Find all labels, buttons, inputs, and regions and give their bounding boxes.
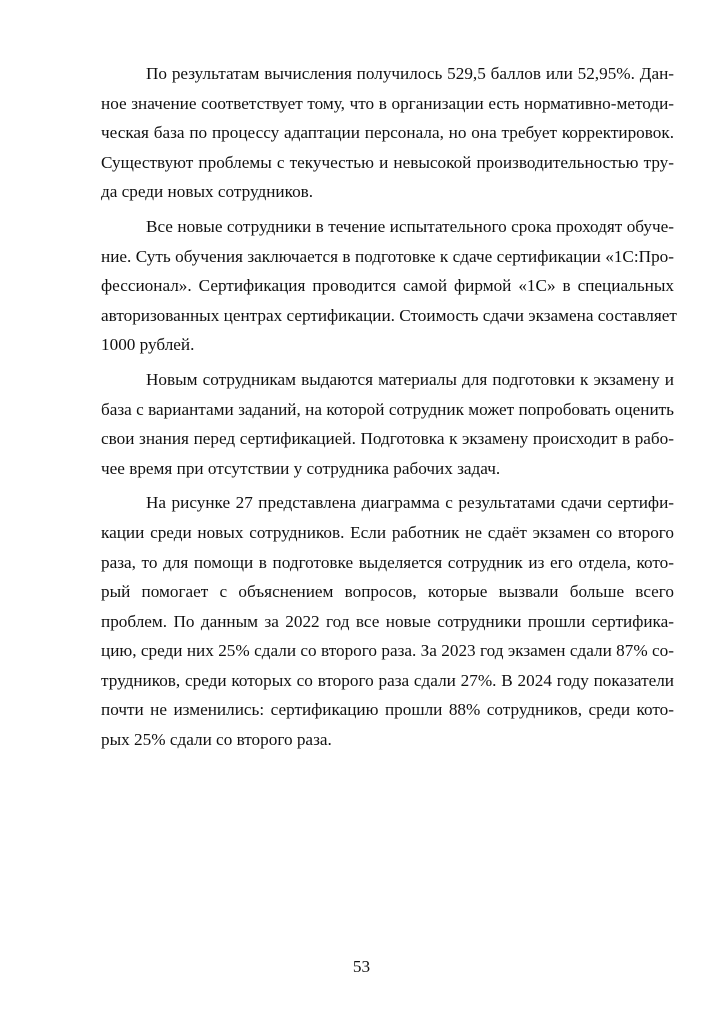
- paragraph-line: трудников, среди которых со второго раза сдали 27%. В 2024 году показатели: [101, 670, 674, 690]
- paragraph-1: [101, 59, 674, 207]
- paragraph-line: да среди новых сотрудников.: [101, 182, 314, 202]
- paragraph-3: [101, 365, 674, 483]
- paragraph-line: раза, то для помощи в подготовке выделяется сотрудник из его отдела, кото-: [101, 552, 674, 572]
- body-text: [101, 59, 677, 755]
- page-number: 53: [352, 957, 371, 976]
- paragraph-2: [101, 212, 677, 360]
- paragraph-line: ное значение соответствует тому, что в организации есть нормативно-методи-: [101, 93, 674, 113]
- paragraph-line: ние. Суть обучения заключается в подготовке к сдаче сертификации «1С:Про-: [101, 246, 674, 266]
- paragraph-line: кации среди новых сотрудников. Если работник не сдаёт экзамен со второго: [101, 522, 674, 542]
- paragraph-line: Существуют проблемы с текучестью и невысокой производительностью тру-: [101, 152, 674, 172]
- paragraph-line: Все новые сотрудники в течение испытательного срока проходят обуче-: [146, 216, 674, 236]
- paragraph-line: Новым сотрудникам выдаются материалы для подготовки к экзамену и: [146, 369, 674, 389]
- paragraph-line: рый помогает с объяснением вопросов, которые вызвали больше всего: [101, 582, 674, 602]
- paragraph-line: свои знания перед сертификацией. Подготовка к экзамену происходит в рабо-: [101, 429, 674, 449]
- paragraph-line: проблем. По данным за 2022 год все новые сотрудники прошли сертифика-: [101, 611, 674, 631]
- paragraph-line: ческая база по процессу адаптации персонала, но она требует корректировок.: [101, 123, 674, 143]
- paragraph-4: [101, 488, 674, 754]
- paragraph-line: почти не изменились: сертификацию прошли 88% сотрудников, среди кото-: [101, 700, 674, 720]
- paragraph-line: цию, среди них 25% сдали со второго раза. За 2023 год экзамен сдали 87% со-: [101, 641, 674, 661]
- paragraph-line: По результатам вычисления получилось 529,5 баллов или 52,95%. Дан-: [146, 64, 674, 83]
- paragraph-line: база с вариантами заданий, на которой сотрудник может попробовать оценить: [101, 399, 674, 419]
- paragraph-line: чее время при отсутствии у сотрудника рабочих задач.: [101, 458, 501, 478]
- paragraph-line: На рисунке 27 представлена диаграмма с результатами сдачи сертифи-: [146, 493, 674, 513]
- paragraph-line: фессионал». Сертификация проводится самой фирмой «1С» в специальных: [101, 276, 674, 296]
- paragraph-line: 1000 рублей.: [101, 335, 195, 355]
- paragraph-line: рых 25% сдали со второго раза.: [101, 730, 332, 750]
- paragraph-line: авторизованных центрах сертификации. Стоимость сдачи экзамена составляет: [101, 305, 677, 325]
